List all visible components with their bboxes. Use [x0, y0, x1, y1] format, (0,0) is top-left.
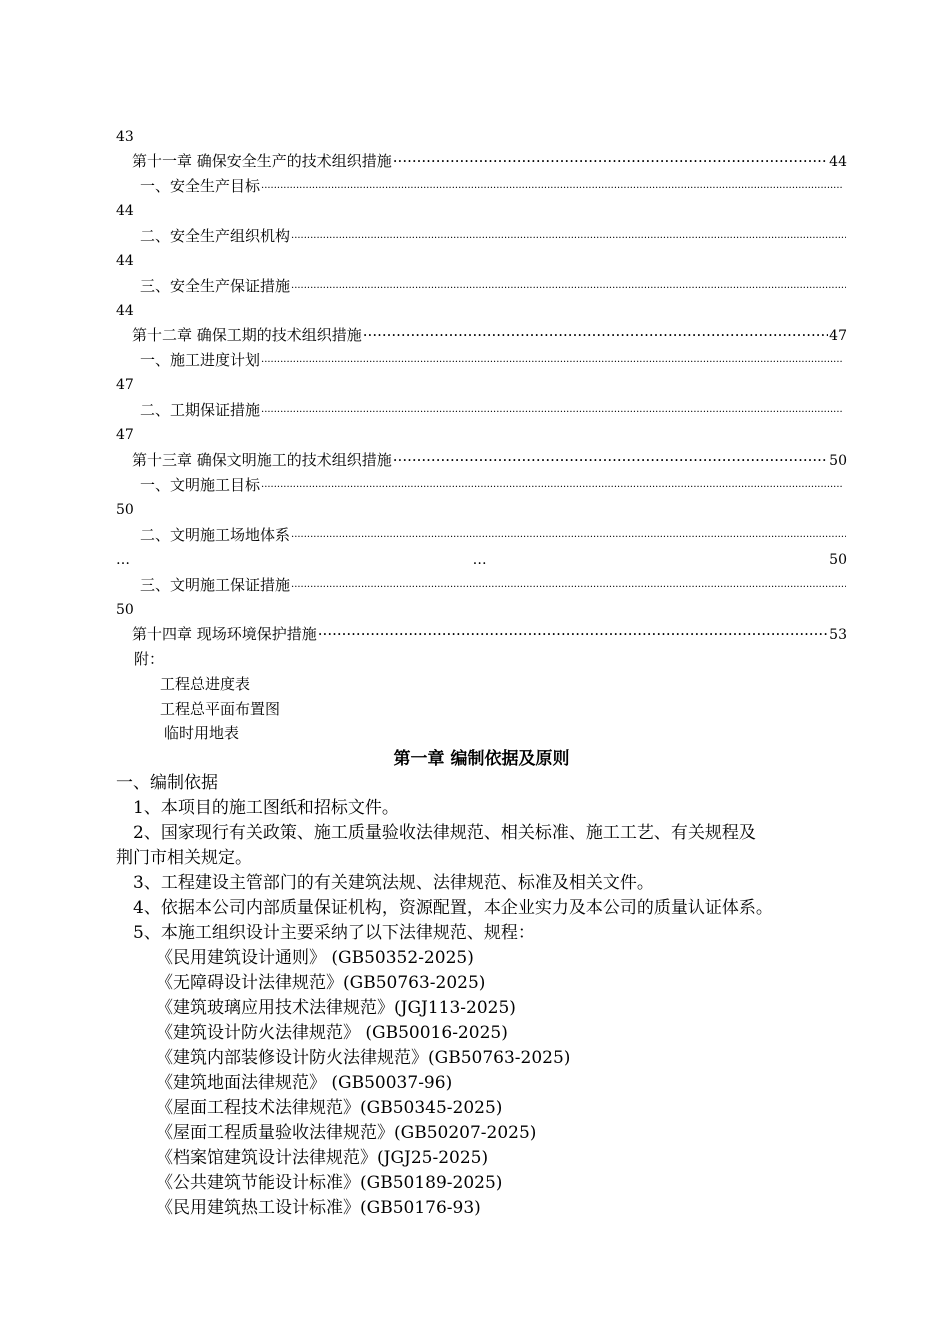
- paragraph: 荆门市相关规定。: [116, 848, 252, 868]
- toc-entry-ch11-1: 一、安全生产目标 ·····: [116, 174, 843, 198]
- standard-item: 《建筑玻璃应用技术法律规范》(JGJ113-2025): [156, 998, 516, 1018]
- toc-entry-ch13-2: 二、文明施工场地体系 ·····: [116, 523, 847, 547]
- standard-item: 《民用建筑设计通则》 (GB50352-2025): [156, 948, 474, 968]
- paragraph: 2、国家现行有关政策、施工质量验收法律规范、相关标准、施工工艺、有关规程及: [133, 823, 756, 843]
- section-heading: 一、编制依据: [116, 773, 218, 793]
- toc-page-ch12-1: 47: [116, 377, 134, 393]
- standard-item: 《民用建筑热工设计标准》(GB50176-93): [156, 1198, 481, 1218]
- toc-entry-ch13: 第十三章 确保文明施工的技术组织措施 ····· 50: [116, 448, 847, 472]
- chapter-title: 第一章 编制依据及原则: [393, 749, 570, 769]
- paragraph: 4、依据本公司内部质量保证机构，资源配置，本企业实力及本公司的质量认证体系。: [133, 898, 773, 918]
- toc-appendix-item: 工程总进度表: [160, 675, 251, 693]
- standard-item: 《公共建筑节能设计标准》(GB50189-2025): [156, 1173, 503, 1193]
- toc-entry-ch14: 第十四章 现场环境保护措施 ····· 53: [116, 622, 847, 646]
- toc-entry-ch13-1: 一、文明施工目标 ·····: [116, 473, 843, 497]
- standard-item: 《建筑内部装修设计防火法律规范》(GB50763-2025): [156, 1048, 571, 1068]
- toc-page-ch11-2: 44: [116, 253, 134, 269]
- toc-page-ch11-1: 44: [116, 203, 134, 219]
- toc-entry-ch12: 第十二章 确保工期的技术组织措施 ····· 47: [116, 323, 847, 347]
- toc-prev-page: 43: [116, 129, 134, 145]
- toc-entry-ch11: 第十一章 确保安全生产的技术组织措施 ····· 44: [116, 149, 847, 173]
- toc-entry-ch13-3: 三、文明施工保证措施 ·····: [116, 573, 847, 597]
- standard-item: 《档案馆建筑设计法律规范》(JGJ25-2025): [156, 1148, 489, 1168]
- toc-entry-ch12-1: 一、施工进度计划 ·····: [116, 348, 843, 372]
- standard-item: 《无障碍设计法律规范》(GB50763-2025): [156, 973, 486, 993]
- toc-entry-ch11-2: 二、安全生产组织机构 ·····: [116, 224, 847, 248]
- standard-item: 《建筑地面法律规范》 (GB50037-96): [156, 1073, 453, 1093]
- standard-item: 《屋面工程技术法律规范》(GB50345-2025): [156, 1098, 503, 1118]
- paragraph: 5、本施工组织设计主要采纳了以下法律规范、规程：: [133, 923, 535, 943]
- standard-item: 《屋面工程质量验收法律规范》(GB50207-2025): [156, 1123, 537, 1143]
- toc-page-ch12-2: 47: [116, 427, 134, 443]
- toc-entry-ch12-2: 二、工期保证措施 ·····: [116, 398, 843, 422]
- standard-item: 《建筑设计防火法律规范》 (GB50016-2025): [156, 1023, 508, 1043]
- paragraph: 1、本项目的施工图纸和招标文件。: [133, 798, 399, 818]
- toc-appendix-item: 临时用地表: [164, 724, 240, 742]
- paragraph: 3、工程建设主管部门的有关建筑法规、法律规范、标准及相关文件。: [133, 873, 654, 893]
- toc-page-ch13-1: 50: [116, 502, 134, 518]
- toc-appendix-item: 工程总平面布置图: [160, 700, 281, 718]
- toc-entry-ch11-3: 三、安全生产保证措施 ·····: [116, 274, 847, 298]
- toc-page-ch13-2: … … 50: [116, 552, 847, 568]
- toc-page-ch11-3: 44: [116, 303, 134, 319]
- toc-appendix-label: 附：: [134, 650, 165, 668]
- toc-page-ch13-3: 50: [116, 602, 134, 618]
